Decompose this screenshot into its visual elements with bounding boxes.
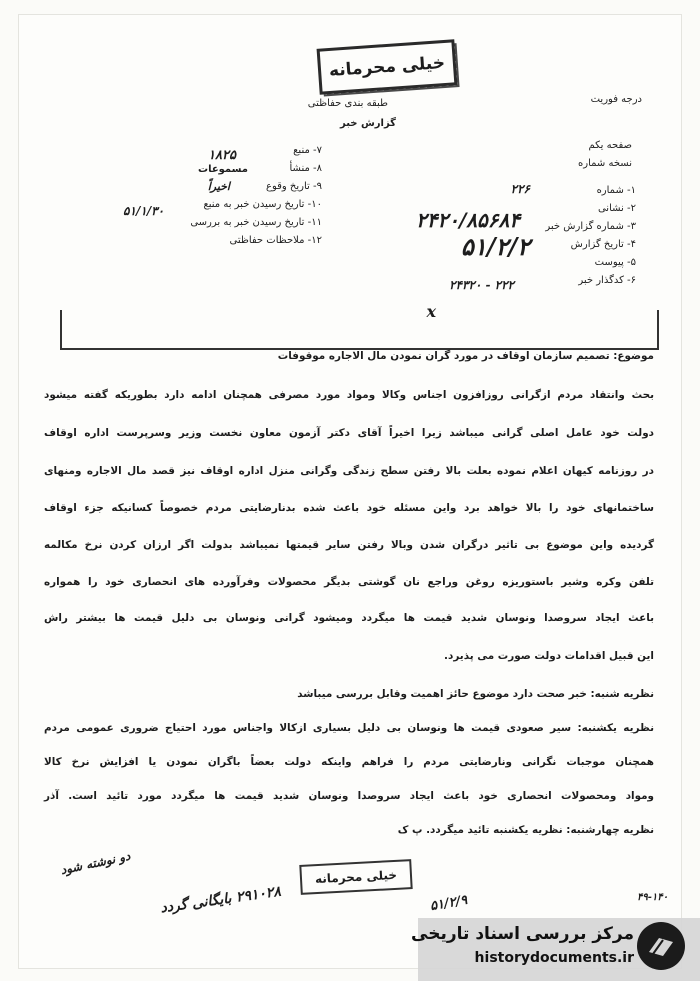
opinion-saturday: نظریه شنبه: خبر صحت دارد موضوع حائز اهمیت وقابل بررسی میباشد	[297, 688, 654, 700]
handwriting-date: ۵۱/۲/۹	[428, 892, 469, 915]
subject-line: موضوع: تصمیم سازمان اوقاف در مورد گران نمودن مال الاجاره موقوفات	[277, 350, 654, 362]
watermark-title: مرکز بررسی اسناد تاریخی	[411, 924, 634, 944]
body-line: گردیده واین موضوع بی تاثیر درگران شدن وبالا رفتن سایر قیمتها نمیباشد بدولت اگر ارزان کردن نرخ مکالمه	[44, 539, 654, 551]
body-line: باعث ایجاد سروصدا ونوسان شدید قیمت ها میگردد ومیشود گرانی ونوسان بی دلیل قیمت ها بیشتر راش	[44, 612, 654, 624]
top-secret-stamp: خیلی محرمانه	[317, 39, 458, 95]
report-number-value: ۲۴۲۰/۸۵۶۸۴	[416, 208, 520, 232]
received-date-value: ۵۱/۱/۳۰	[123, 204, 164, 218]
opinion-sunday: نظریه یکشنبه: سیر صعودی قیمت ها ونوسان بی دلیل بسیاری ازکالا واجناس مورد احتیاج ضروری عمومی مردم	[44, 722, 654, 734]
body-line: این قبیل اقدامات دولت صورت می پذیرد.	[444, 650, 654, 662]
footer-code: ۴۹-۱۴۰	[636, 892, 668, 903]
degree-label: درجه فوریت	[590, 94, 642, 105]
watermark-url: historydocuments.ir	[474, 950, 634, 966]
right-field-2: ۲- نشانی	[597, 203, 636, 214]
right-field-3: ۳- شماره گزارش خبر	[545, 221, 636, 232]
right-field-4: ۴- تاریخ گزارش	[570, 239, 636, 250]
body-line: تلفن وکره وشیر باستوریزه روغن وراجع نان گوشتی بدیگر محصولات وفرآورده های انحصاری خود را همواره	[44, 576, 654, 588]
opinion-sunday-cont: همچنان موجبات نگرانی ونارضایتی مردم را فراهم واینکه دولت بعضاً باگران نمودن یا افزایش نرخ کالا	[44, 756, 654, 768]
body-line: در روزنامه کیهان اعلام نموده بعلت بالا رفتن سطح زندگی وگرانی منزل اداره اوقاف نیز قصد مال الاجاره ومنهای	[44, 465, 654, 477]
handwriting-note-2: ۲۹۱۰۲۸ بایگانی گردد	[159, 883, 282, 917]
field-1-value: ۲۲۶	[510, 182, 530, 196]
left-field-12: ۱۲- ملاحظات حفاظتی	[229, 235, 322, 246]
opinion-wednesday: نظریه چهارشنبه: نظریه یکشنبه تائید میگردد. پ ک	[397, 824, 654, 836]
body-line: دولت خود عامل اصلی گرانی میباشد زیرا اخیراً آقای دکتر آزمون معاون نخست وزیر وسرپرست اداره اوقاف	[44, 427, 654, 439]
bottom-stamp: خیلی محرمانه	[299, 859, 412, 895]
handwriting-note-1: دو نوشته شود	[59, 848, 132, 878]
opinion-sunday-cont: ومواد ومحصولات انحصاری خود باعث ایجاد سروصدا ونوسان شدید قیمت ها میگردد مورد تائید است. آذر	[44, 790, 654, 802]
page-label: صفحه یکم	[588, 140, 632, 151]
left-field-9: ۹- تاریخ وقوع	[266, 181, 322, 192]
archive-logo-icon	[637, 922, 685, 970]
right-field-6: ۶- کدگذار خبر	[578, 275, 636, 286]
report-title: گزارش خبر	[339, 118, 396, 129]
left-field-8: ۸- منشأ	[289, 163, 322, 174]
classification-label: طبقه بندی حفاظتی	[307, 98, 388, 109]
header-divider	[60, 310, 659, 350]
origin-value: مسموعات	[198, 164, 248, 175]
x-mark: x	[426, 302, 436, 321]
body-line: ساختمانهای خود را بالا خواهد برد واین مسئله خود باعث شده بدنارضایتی مردم خصوصاً کسانیکه جزء اوقاف	[44, 502, 654, 514]
left-field-11: ۱۱- تاریخ رسیدن خبر به بررسی	[190, 217, 322, 228]
coder-value: ۲۲۲ - ۲۴۳۲۰	[449, 278, 514, 292]
left-field-7: ۷- منبع	[293, 145, 322, 156]
right-field-1: ۱- شماره	[596, 185, 636, 196]
right-field-5: ۵- پیوست	[594, 257, 636, 268]
copy-label: نسخه شماره	[578, 158, 632, 169]
occurrence-value: اخیراً	[207, 180, 230, 193]
report-date-value: ۵۱/۲/۲	[460, 232, 530, 261]
source-value: ۱۸۲۵	[208, 148, 236, 163]
left-field-10: ۱۰- تاریخ رسیدن خبر به منبع	[203, 199, 322, 210]
body-line: بحث وانتقاد مردم ازگرانی روزافزون اجناس وکالا ومواد مورد مصرفی همچنان ادامه دارد بطوریکه گفته میشود	[44, 389, 654, 401]
